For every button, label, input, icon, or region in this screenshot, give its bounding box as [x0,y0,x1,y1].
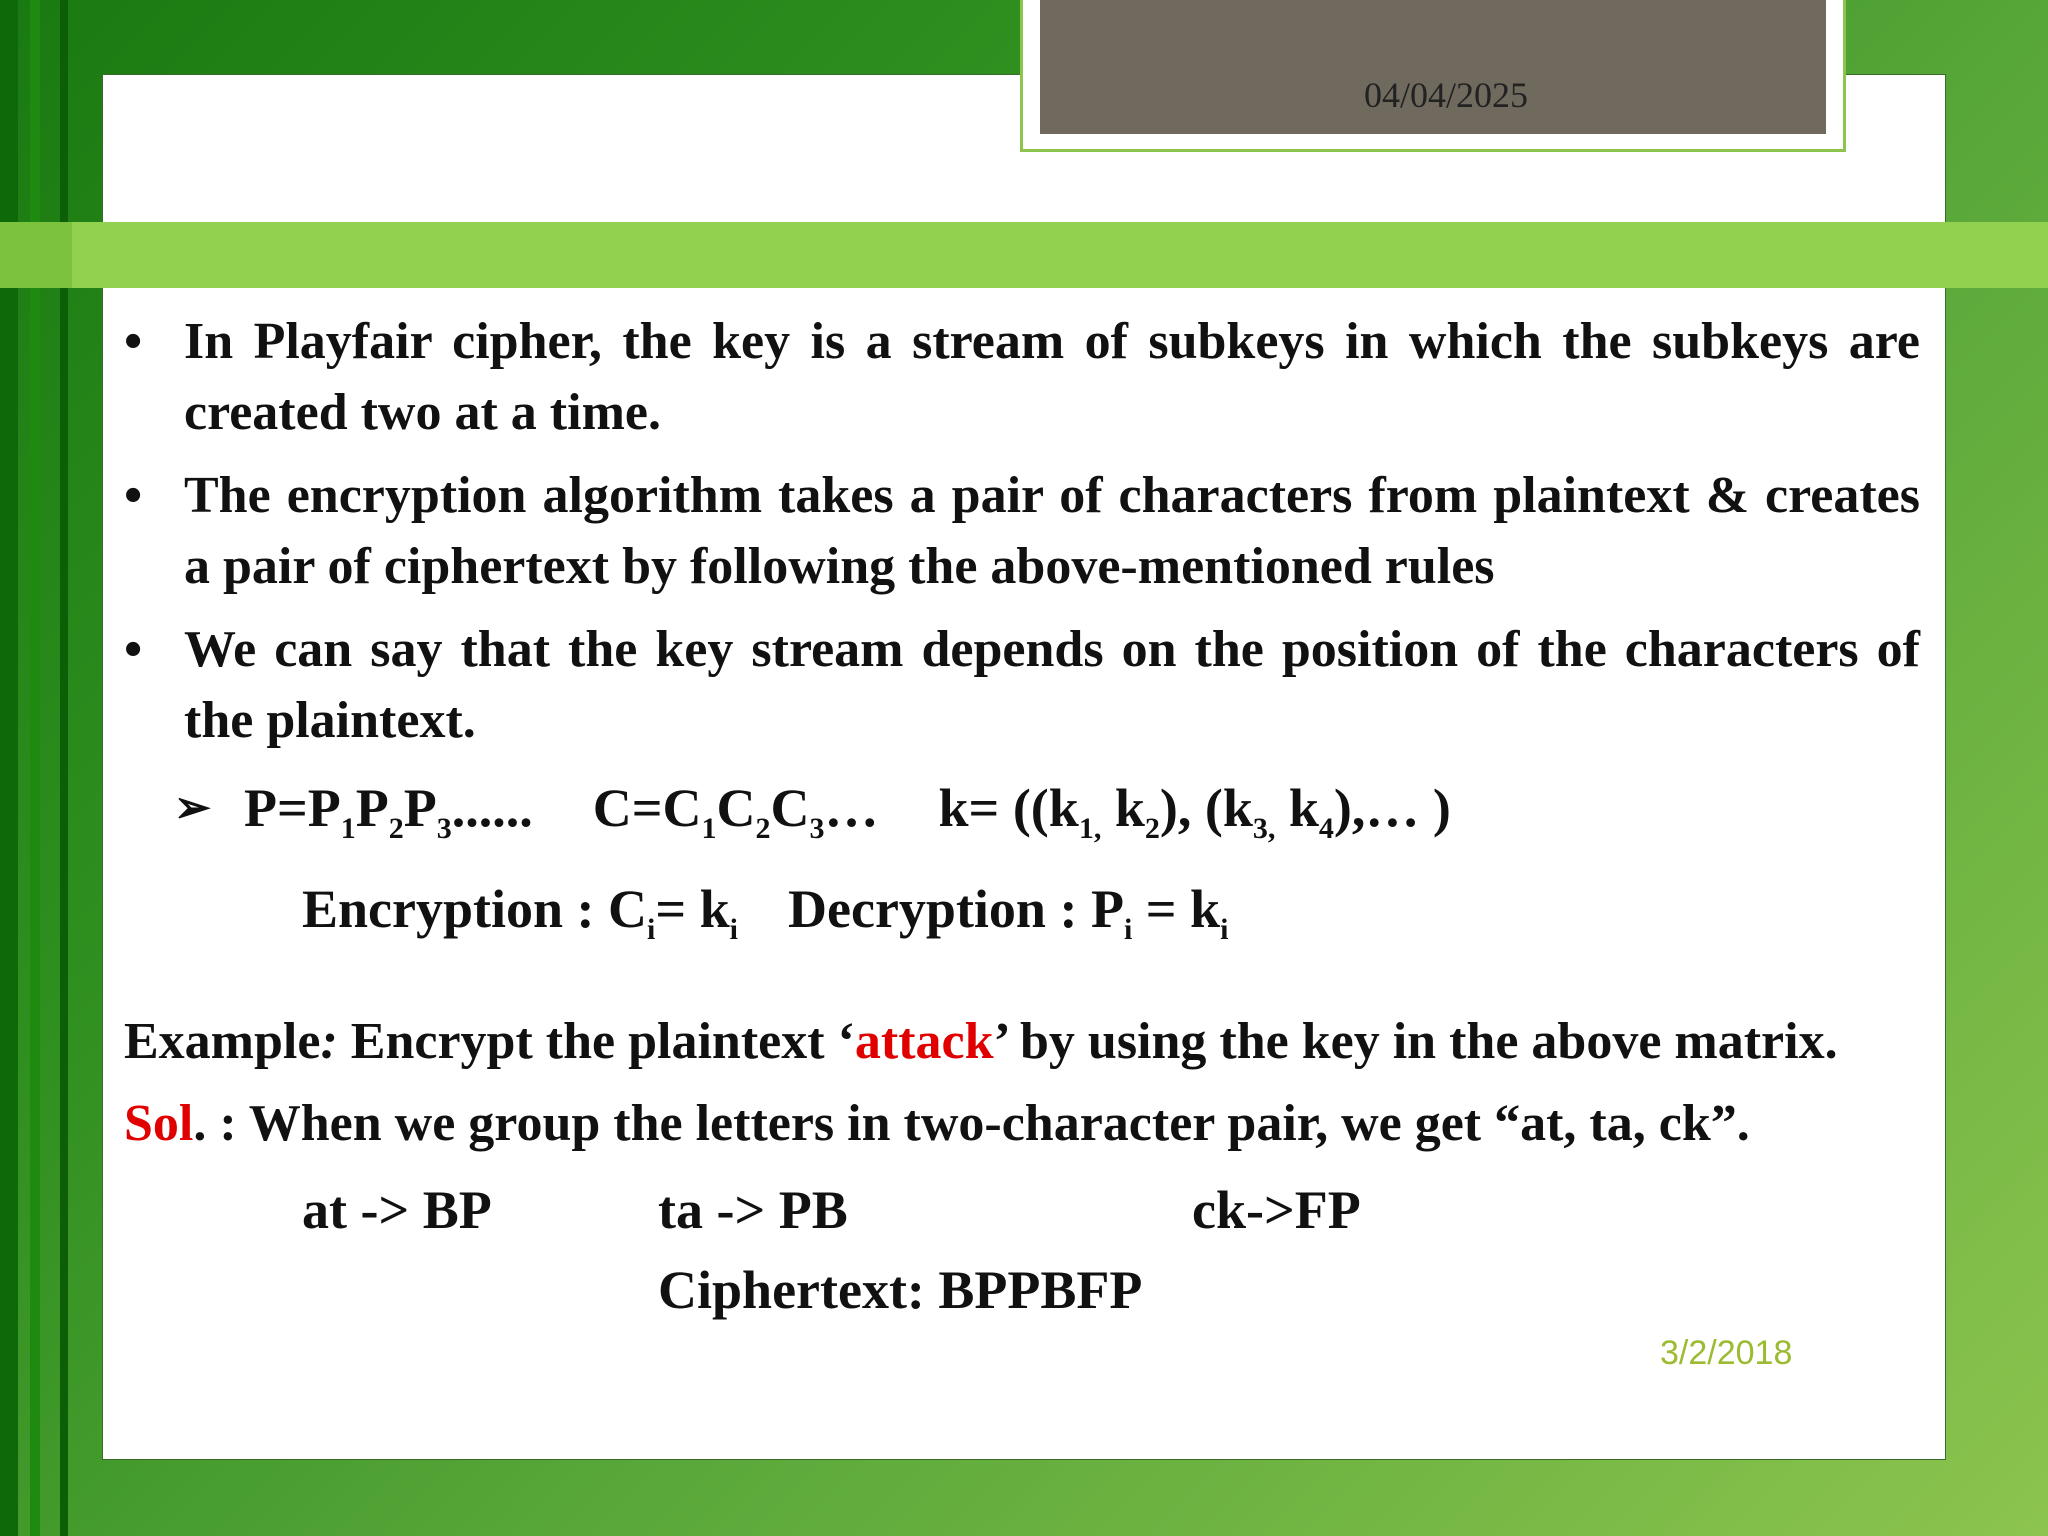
arrow-bullet-icon: ➢ [174,783,211,832]
decryption-formula: Decryption : $P_i = k_i$ [788,878,1229,946]
formula-k: $k= ((k_{1,}$ $k_2$), ($k_{3,}$ $k_4),\dots$ ) [938,778,1451,845]
solution-label: Sol [124,1094,194,1152]
formula-line [124,768,1920,869]
bullet-item [124,306,1920,448]
example-paragraph: Example: Encrypt the plaintext ‘attack’ by using the key in the above matrix. [124,1012,1838,1070]
bullet-item [124,460,1920,602]
pairs-line [124,1170,1920,1250]
pair-item: at -> BP [302,1179,492,1240]
bullet-dot-icon: • [124,467,143,524]
bullet-dot-icon: • [124,621,143,678]
bullet-text: In Playfair cipher, the key is a stream of subkeys in which the subkeys are created two at a time. [184,313,1920,441]
title-band-accent [0,222,72,288]
encryption-formula: Encryption : $C_i= k_i$ [302,878,739,946]
encryption-decryption-line [124,869,1920,970]
ciphertext-result: Ciphertext: BPPBFP [658,1259,1143,1320]
bullet-text: We can say that the key stream depends on the position of the characters of the plaintext. [184,621,1920,749]
example-highlight-word: attack [854,1012,994,1070]
bullet-text: The encryption algorithm takes a pair of characters from plaintext & creates a pair of ciphertext by following the above-mentioned rules [184,467,1920,595]
formula-p: $P=P_1P_2P_3$...... [244,778,533,845]
title-band [0,222,2048,288]
pair-item: ta -> PB [658,1179,848,1240]
slide-content [124,306,1920,1330]
bullet-item [124,614,1920,756]
pair-item: ck->FP [1192,1179,1361,1240]
bullet-dot-icon: • [124,313,143,370]
solution-paragraph: Sol. : When we group the letters in two-character pair, we get “at, ta, ck”. [124,1094,1750,1152]
footer-date: 3/2/2018 [1660,1334,1793,1372]
header-date: 04/04/2025 [1364,75,1529,115]
formula-c: $C=C_1C_2C_3\dots$ [592,778,879,845]
